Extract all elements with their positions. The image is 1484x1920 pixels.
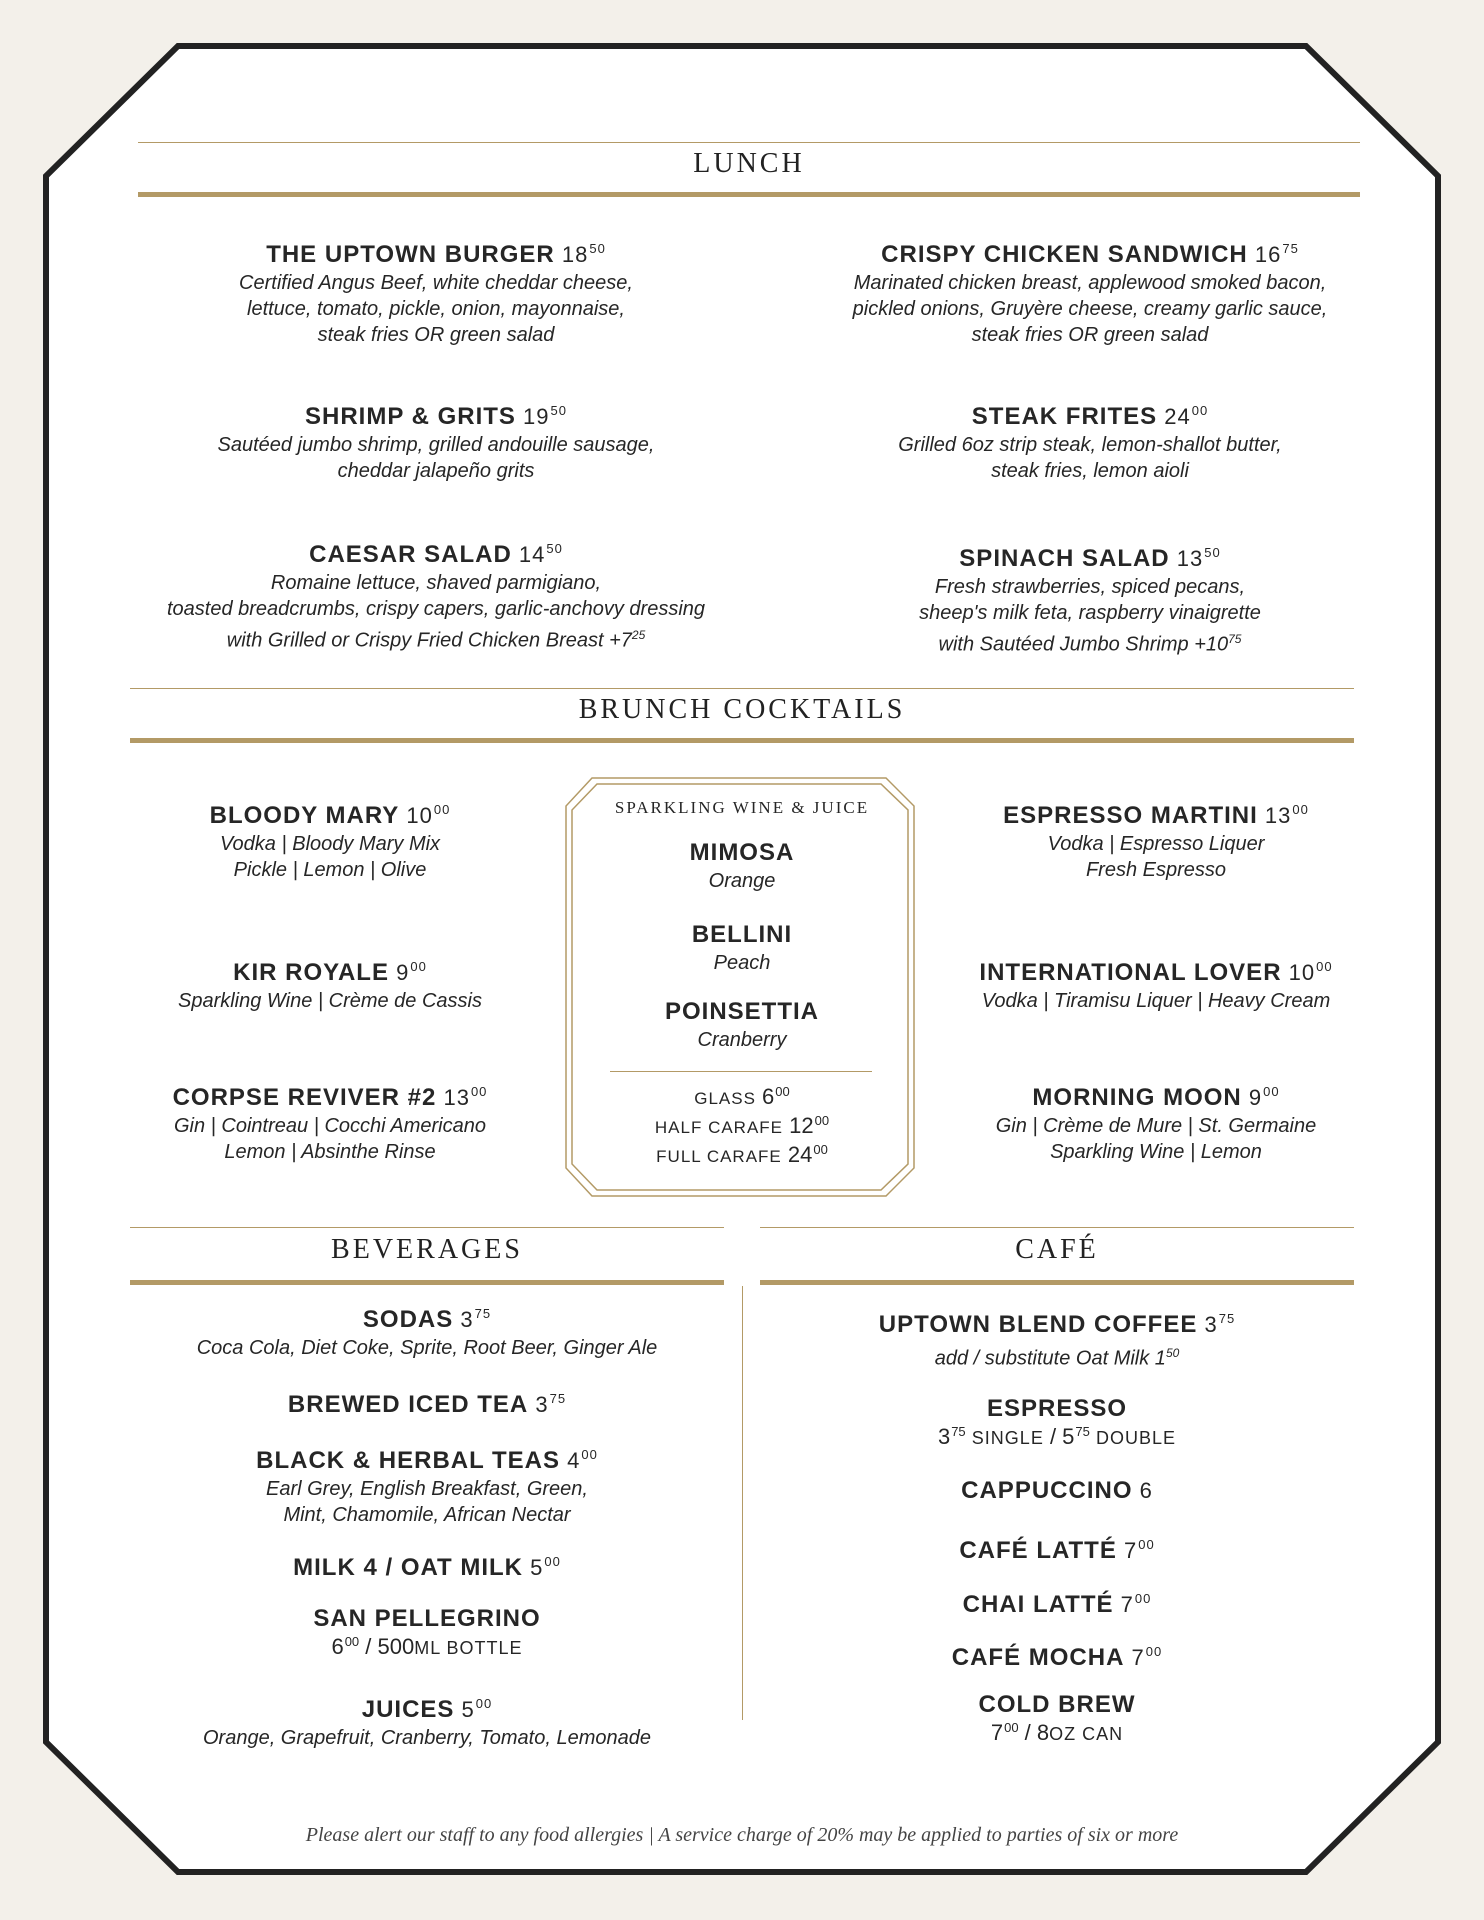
menu-item: [140, 952, 520, 1014]
item-price: $7^{00}$: [1116, 1537, 1155, 1563]
price-cents: 75: [549, 1391, 567, 1406]
menu-item: [136, 534, 736, 654]
cocktails-heading: BRUNCH COCKTAILS: [578, 694, 906, 725]
item-name: ESPRESSO: [986, 1395, 1128, 1422]
menu-item: [140, 795, 520, 883]
item-price: $9^{00}$: [388, 959, 427, 985]
item-price: $16^{75}$: [1247, 241, 1299, 267]
item-price: $24^{00}$: [1157, 403, 1209, 429]
item-name: STEAK FRITES $24^{00}$: [971, 403, 1209, 430]
price-cents: 00: [475, 1696, 493, 1711]
cafe-heading: CAFÉ: [1015, 1234, 1099, 1265]
menu-item: [790, 538, 1390, 658]
item-name: JUICES $5^{00}$: [361, 1696, 493, 1723]
size-label: GLASS: [694, 1089, 756, 1108]
size-price: $6^{00}$: [755, 1084, 790, 1109]
item-description: Fresh strawberries, spiced pecans, sheep's milk feta, raspberry vinaigrette: [919, 576, 1261, 624]
lunch-rule-top: [138, 142, 1360, 143]
item-name: CAPPUCCINO 6: [961, 1477, 1153, 1504]
item-name: BLOODY MARY $10^{00}$: [209, 802, 451, 829]
size-row: [572, 1113, 912, 1139]
menu-item: [760, 1530, 1354, 1566]
item-name: CAFÉ LATTÉ $7^{00}$: [959, 1537, 1155, 1564]
menu-item: [760, 1476, 1354, 1506]
menu-item: [790, 396, 1390, 484]
item-name: POINSETTIA: [664, 998, 819, 1025]
item-price: $19^{50}$: [515, 403, 567, 429]
price-cents: 00: [814, 1113, 830, 1128]
item-name: COLD BREW: [978, 1691, 1136, 1718]
item-description: Gin | Cointreau | Cocchi Americano Lemon | Absinthe Rinse: [173, 1115, 486, 1163]
item-name: SPINACH SALAD $13^{50}$: [959, 545, 1221, 572]
price-cents: 00: [470, 1084, 488, 1099]
item-price: $10^{00}$: [1281, 959, 1333, 985]
price-cents: 00: [410, 959, 427, 974]
sparkling-item: [572, 920, 912, 976]
item-description: Romaine lettuce, shaved parmigiano, toasted breadcrumbs, crispy capers, garlic-anchovy dressing: [166, 572, 706, 620]
item-description: Certified Angus Beef, white cheddar cheese, lettuce, tomato, pickle, onion, mayonnaise, steak fries OR green salad: [239, 272, 633, 346]
item-description: Grilled 6oz strip steak, lemon-shallot butter, steak fries, lemon aioli: [898, 434, 1282, 482]
item-name: CHAI LATTÉ $7^{00}$: [962, 1591, 1152, 1618]
cafe-rule-top: [760, 1227, 1354, 1228]
item-description: Earl Grey, English Breakfast, Green, Mint, Chamomile, African Nectar: [266, 1478, 588, 1526]
price-cents: 00: [581, 1447, 598, 1462]
item-addon: with Sautéed Jumbo Shrimp $+10^{75}$: [938, 632, 1242, 656]
menu-item: [130, 1604, 724, 1660]
item-name: INTERNATIONAL LOVER $10^{00}$: [979, 959, 1333, 986]
item-name: ESPRESSO MARTINI $13^{00}$: [1003, 802, 1309, 829]
size-label: SINGLE: [971, 1428, 1044, 1448]
price-cents: 00: [1138, 1537, 1155, 1552]
price-cents: 00: [1134, 1591, 1152, 1606]
size-label: DOUBLE: [1096, 1428, 1177, 1448]
beverages-rule-bottom: [130, 1280, 724, 1285]
size-label: FULL CARAFE: [656, 1147, 782, 1166]
item-description: Orange, Grapefruit, Cranberry, Tomato, Lemonade: [202, 1727, 651, 1749]
price-cents: 50: [1204, 545, 1221, 560]
sparkling-divider: [610, 1071, 872, 1072]
sparkling-item: [572, 838, 912, 894]
menu-item: [946, 952, 1366, 1014]
menu-item: [130, 1547, 724, 1583]
item-name: SAN PELLEGRINO: [313, 1605, 541, 1632]
item-name: BLACK & HERBAL TEAS $4^{00}$: [256, 1447, 598, 1474]
item-size-line: $7^{00} / 8OZ$ CAN: [990, 1720, 1124, 1745]
item-price: $5^{00}$: [454, 1696, 493, 1722]
item-name: UPTOWN BLEND COFFEE $3^{75}$: [878, 1311, 1236, 1338]
menu-item: [136, 234, 736, 348]
item-name: SODAS $3^{75}$: [362, 1306, 492, 1333]
price-cents: 00: [1316, 959, 1333, 974]
item-unit: OZ CAN: [1049, 1724, 1124, 1744]
cocktails-rule-top: [130, 688, 1354, 689]
size-price: $12^{00}$: [783, 1113, 830, 1138]
beverages-rule-top: [130, 1227, 724, 1228]
item-name: MIMOSA: [689, 839, 795, 866]
item-note: add / substitute Oat Milk $1^{50}$: [934, 1346, 1180, 1370]
size-row: [572, 1142, 912, 1168]
menu-item: [946, 795, 1366, 883]
item-name: THE UPTOWN BURGER $18^{50}$: [266, 241, 606, 268]
price-cents: 00: [1004, 1720, 1019, 1735]
price-cents: 00: [1191, 403, 1209, 418]
price-cents: 00: [544, 1554, 561, 1569]
menu-item: [130, 1689, 724, 1751]
beverages-heading: BEVERAGES: [331, 1234, 523, 1265]
item-unit: ML BOTTLE: [414, 1638, 523, 1658]
menu-item: [790, 234, 1390, 348]
price-cents: 00: [344, 1634, 360, 1649]
item-name: CRISPY CHICKEN SANDWICH $16^{75}$: [881, 241, 1299, 268]
menu-item: [760, 1690, 1354, 1746]
menu-item: [130, 1440, 724, 1528]
item-name: MORNING MOON $9^{00}$: [1032, 1084, 1280, 1111]
price-cents: 00: [775, 1084, 790, 1099]
price-cents: 50: [550, 403, 567, 418]
sparkling-title: SPARKLING WINE & JUICE: [614, 798, 870, 817]
item-price: $13^{00}$: [436, 1084, 488, 1110]
price-cents: 50: [1165, 1346, 1180, 1360]
item-price: $9^{00}$: [1241, 1084, 1280, 1110]
item-description: Vodka | Tiramisu Liquer | Heavy Cream: [981, 990, 1331, 1012]
size-row: [572, 1084, 912, 1110]
item-description: Orange: [708, 870, 776, 892]
price-cents: 75: [474, 1306, 492, 1321]
item-description: Marinated chicken breast, applewood smoked bacon, pickled onions, Gruyère cheese, creamy garlic sauce, steak fries OR green salad: [852, 272, 1328, 346]
item-addon: with Grilled or Crispy Fried Chicken Breast $+7^{25}$: [226, 628, 646, 652]
price-cents: 00: [1263, 1084, 1280, 1099]
price-cents: 00: [813, 1142, 828, 1157]
price-cents: 75: [1282, 241, 1299, 256]
price-cents: 50: [546, 541, 563, 556]
price-cents: 00: [1145, 1644, 1163, 1659]
item-name: CAFÉ MOCHA $7^{00}$: [951, 1644, 1163, 1671]
item-description: Gin | Crème de Mure | St. Germaine Sparkling Wine | Lemon: [995, 1115, 1317, 1163]
item-name: BREWED ICED TEA $3^{75}$: [287, 1391, 567, 1418]
item-price: $7^{00}$: [1124, 1644, 1163, 1670]
menu-item: [946, 1077, 1366, 1165]
item-name: SHRIMP & GRITS $19^{50}$: [305, 403, 567, 430]
item-name: CAESAR SALAD $14^{50}$: [309, 541, 563, 568]
menu-item: [130, 1299, 724, 1361]
item-description: Peach: [713, 952, 771, 974]
item-price: $3^{75}$: [1197, 1311, 1236, 1337]
menu-item: [140, 1077, 520, 1165]
menu-item: [760, 1394, 1354, 1450]
item-name: KIR ROYALE $9^{00}$: [233, 959, 427, 986]
column-divider: [742, 1286, 743, 1720]
item-price: $7^{00}$: [1113, 1591, 1152, 1617]
size-price: $24^{00}$: [781, 1142, 828, 1167]
price-cents: 75: [1228, 632, 1242, 646]
item-description: Vodka | Bloody Mary Mix Pickle | Lemon | Olive: [219, 833, 441, 881]
lunch-heading: LUNCH: [693, 148, 805, 179]
item-price: $3^{75}$: [453, 1306, 492, 1332]
item-price: $4^{00}$: [560, 1447, 598, 1473]
price-cents: 50: [589, 241, 606, 256]
menu-item: [760, 1304, 1354, 1372]
item-price: $13^{50}$: [1169, 545, 1221, 571]
item-price: $5^{00}$: [523, 1554, 561, 1580]
item-description: Coca Cola, Diet Coke, Sprite, Root Beer, Ginger Ale: [196, 1337, 658, 1359]
menu-item: [136, 396, 736, 484]
item-name: BELLINI: [691, 921, 793, 948]
cafe-rule-bottom: [760, 1280, 1354, 1285]
size-label: HALF CARAFE: [654, 1118, 784, 1137]
item-price: $14^{50}$: [511, 541, 563, 567]
item-description: Cranberry: [697, 1029, 787, 1051]
price-cents: 75: [1075, 1424, 1090, 1439]
lunch-rule-bottom: [138, 192, 1360, 197]
item-name: MILK 4 / OAT MILK $5^{00}$: [293, 1554, 561, 1581]
item-price: $3^{75}$: [528, 1391, 567, 1417]
item-description: Sparkling Wine | Crème de Cassis: [177, 990, 482, 1012]
item-description: Sautéed jumbo shrimp, grilled andouille sausage, cheddar jalapeño grits: [217, 434, 655, 482]
menu-item: [130, 1384, 724, 1420]
item-name: CORPSE REVIVER #2 $13^{00}$: [172, 1084, 488, 1111]
footer-note: Please alert our staff to any food allergies | A service charge of 20% may be applied to parties of six or more: [305, 1824, 1179, 1846]
item-description: Vodka | Espresso Liquer Fresh Espresso: [1047, 833, 1265, 881]
item-price: 6: [1132, 1478, 1153, 1503]
menu-item: [760, 1584, 1354, 1620]
price-cents: 25: [631, 628, 646, 642]
item-price: $13^{00}$: [1257, 802, 1309, 828]
item-price: $10^{00}$: [399, 802, 451, 828]
price-cents: 75: [951, 1424, 966, 1439]
espresso-sizes: $3^{75}$ SINGLE / $5^{75}$ DOUBLE: [937, 1424, 1177, 1449]
menu-item: [760, 1637, 1354, 1673]
item-price: $18^{50}$: [554, 241, 606, 267]
item-size-line: $6^{00} / 500ML$ BOTTLE: [331, 1634, 523, 1659]
sparkling-item: [572, 997, 912, 1053]
price-cents: 75: [1218, 1311, 1236, 1326]
cocktails-rule-bottom: [130, 738, 1354, 743]
price-cents: 00: [433, 802, 451, 817]
price-cents: 00: [1292, 802, 1309, 817]
